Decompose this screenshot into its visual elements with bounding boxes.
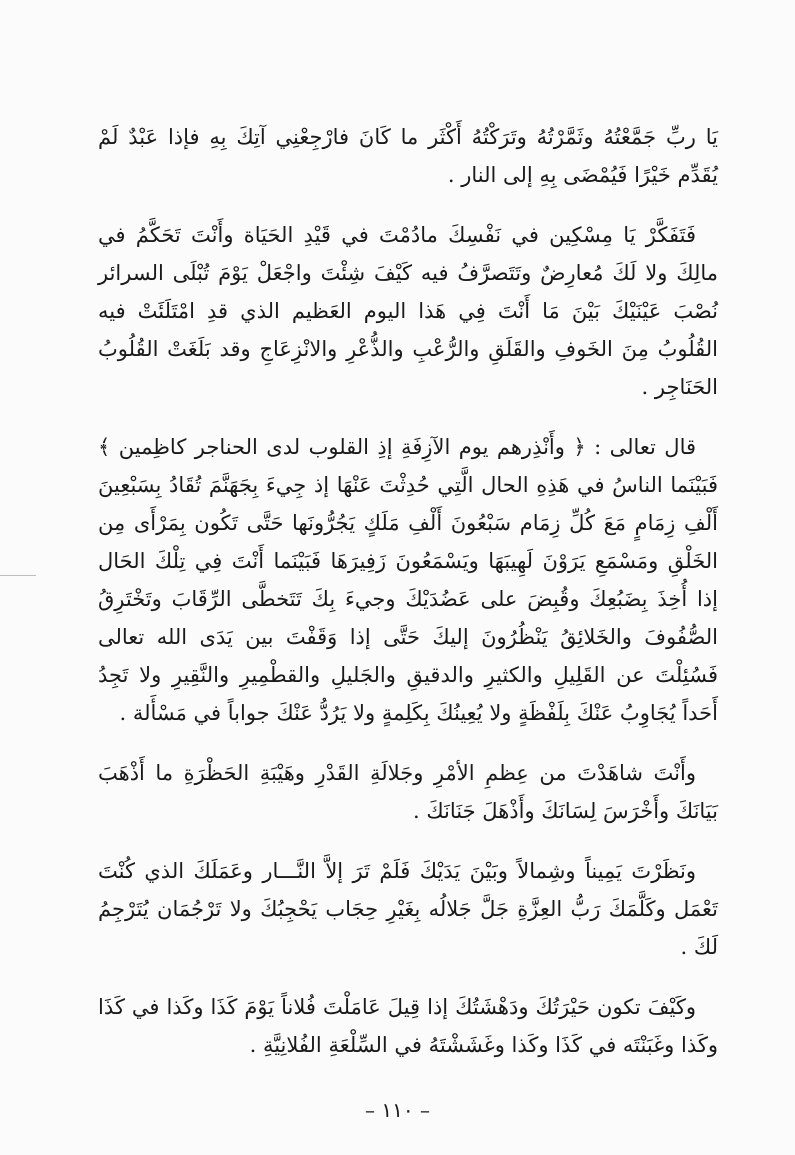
paragraph-2: فَتَفَكَّرْ يَا مِسْكِين في نَفْسِكَ مادُمْتَ في قَيْدِ الحَيَاة وأَنْتَ تَحَكَّمُ في مالِكَ ولا لَكَ مُعارِضٌ وتَتَصرَّفُ فيه كَيْفَ شِئْتَ واجْعَلْ يَوْمَ تُبْلَى السرائر نُصْبَ عَيْنَيْكَ بَيْنَ مَا أَنْتَ فِي هَذا اليوم العَظيم الذي قدِ امْتَلَئَتْ فيه القُلُوبُ مِنَ الخَوفِ والقَلَقِ والرُّعْبِ والذُّعْرِ والانْزِعَاجِ وقد بَلَغَتْ القُلُوبُ الحَنَاجِر . (98, 223, 718, 399)
scan-edge-mark (0, 575, 36, 576)
paragraph-1: يَا ربِّ جَمَّعْتُهُ وثَمَّرْتُهُ وتَرَكْتُهُ أَكْثَر ما كَانَ فارْجِعْنِي آتِكَ بِهِ فإذا عَبْدٌ لَمْ يُقَدِّم خَيْرًا فَيُمْضَى بِهِ إلى النار . (98, 125, 718, 187)
body-text (98, 118, 718, 1086)
paragraph-3: قال تعالى : ﴿ وأَنْذِرهم يوم الآزِفَةِ إذِ القلوب لدى الحناجر كاظِمين ﴾ فَبَيْنَما الناسُ في هَذِهِ الحال الَّتِي حُدِثْتَ عَنْهَا إذ جِيءَ بِجَهَنَّمَ تُقَادُ بِسَبْعِينَ أَلْفِ زِمَامٍ مَعَ كُلِّ زِمَام سَبْعُونَ أَلْفِ مَلَكٍ يَجُرُّونَها حَتَّى تَكُون بِمَرْأَى مِن الخَلْقِ ومَسْمَعِ يَرَوْنَ لَهِيبَهَا ويَسْمَعُونَ زَفِيرَهَا فَبَيْنَما أَنْتَ فِي تِلْكَ الحَال إذا أُخِذَ بِضَبُعِكَ وقُبِضَ على عَضُدَيْكَ وجيءَ بِكَ تَتَخطَّى الرِّقَابَ وتَخْتَرِقُ الصُّفُوفَ والخَلائِقُ يَنْظُرُونَ إليكَ حَتَّى إذا وَقَفْتَ بين يَدَى الله تعالى فَسُئِلْتَ عن القَلِيلِ والكثيرِ والدقيقِ والجَليلِ والقطْمِيرِ والنَّقِيرِ ولا تَجِدُ أَحَداً يُجَاوِبُ عَنْكَ بِلَفْظَةٍ ولا يُعِينُكَ بِكَلِمةٍ ولا يَرُدُّ عَنْكَ جواباً في مَسْأَلة . (98, 435, 718, 725)
page-number: – ١١٠ – (365, 1098, 430, 1122)
paragraph-6: وكَيْفَ تكون حَيْرَتُكَ ودَهْشَتُكَ إذا قِيلَ عَامَلْتَ فُلاناً يَوْمَ كَذَا وكَذا في كَذَا وكَذا وغَبَنْتَه في كَذَا وكَذا وغَشَشْتَهُ في السِّلْعَةِ الفُلانِيَّةِ . (98, 995, 718, 1057)
paragraph-5: ونَظَرْتَ يَمِيناً وشِمالاً وبَيْنَ يَدَيْكَ فَلَمْ تَرَ إلاَّ النَّـــار وعَمَلَكَ الذي كُنْتَ تَعْمَل وكَلَّمَكَ رَبُّ العِزَّةِ جَلَّ جَلالُه بِغَيْرِ حِجَاب يَحْجِبُكَ ولا تَرْجُمَان يُتَرْجِمُ لَكَ . (98, 859, 718, 959)
paragraph-4: وأَنْتَ شاهَدْتَ من عِظمِ الأمْرِ وجَلالَةِ القَدْرِ وهَيْبَةِ الحَظْرَةِ ما أَذْهَبَ بَيَانَكَ وأَخْرَسَ لِسَانَكَ وأَذْهَلَ جَنَانَكَ . (98, 761, 718, 823)
